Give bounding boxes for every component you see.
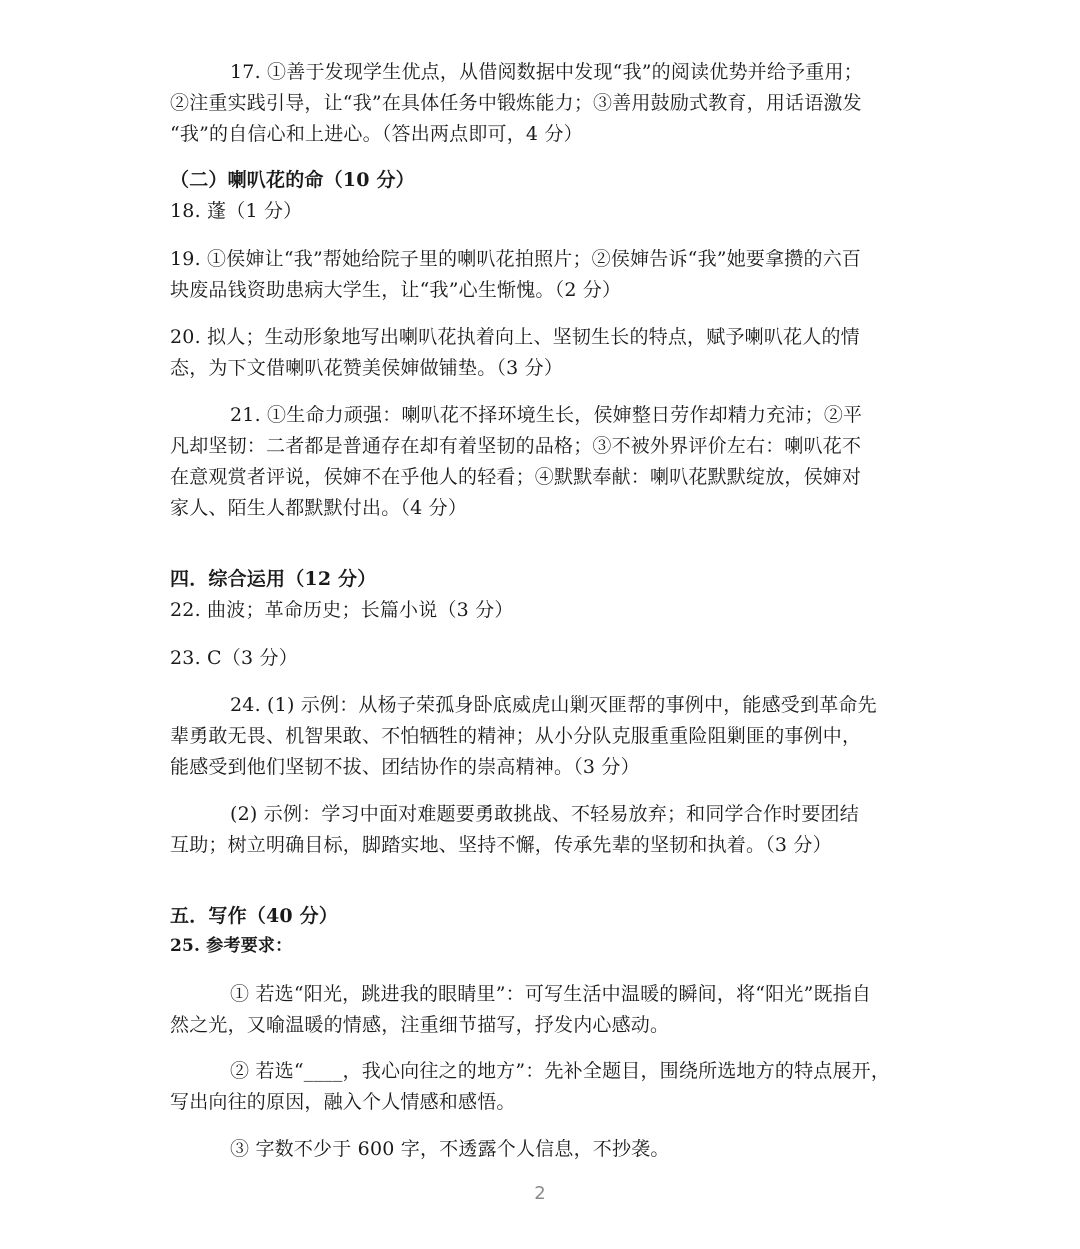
answer-17-line-2: ②注重实践引导，让“我”在具体任务中锻炼能力；③善用鼓励式教育，用话语激发 (170, 92, 862, 114)
answer-24-1-line-1: 24. (1) 示例：从杨子荣孤身卧底威虎山剿灭匪帮的事例中，能感受到革命先 (230, 694, 877, 716)
answer-19 (170, 244, 920, 306)
answer-17 (170, 57, 920, 150)
answer-25-item-3 (170, 1134, 920, 1165)
answer-22-text: 22. 曲波；革命历史；长篇小说（3 分） (170, 599, 514, 621)
answer-19-line-1: 19. ①侯婶让“我”帮她给院子里的喇叭花拍照片；②侯婶告诉“我”她要拿攒的六百 (170, 248, 862, 270)
answer-25-1-line-2: 然之光，又喻温暖的情感，注重细节描写，抒发内心感动。 (170, 1014, 670, 1036)
section-5-heading (170, 901, 920, 932)
answer-25-item-1 (170, 979, 920, 1041)
answer-23 (170, 643, 920, 674)
section-5-title: 五．写作（40 分） (170, 905, 339, 927)
answer-21-line-2: 凡却坚韧：二者都是普通存在却有着坚韧的品格；③不被外界评价左右：喇叭花不 (170, 435, 862, 457)
answer-21 (170, 400, 920, 524)
answer-22 (170, 595, 920, 626)
answer-25-3-text: ③ 字数不少于 600 字，不透露个人信息，不抄袭。 (230, 1138, 670, 1160)
answer-21-line-3: 在意观赏者评说，侯婶不在乎他人的轻看；④默默奉献：喇叭花默默绽放，侯婶对 (170, 466, 862, 488)
answer-20-line-1: 20. 拟人；生动形象地写出喇叭花执着向上、坚韧生长的特点，赋予喇叭花人的情 (170, 326, 860, 348)
section-2-title: （二）喇叭花的命（10 分） (170, 169, 415, 191)
answer-25-2-line-2: 写出向往的原因，融入个人情感和感悟。 (170, 1091, 516, 1113)
answer-18 (170, 196, 920, 227)
answer-24-part-1 (170, 690, 920, 783)
answer-24-1-line-2: 辈勇敢无畏、机智果敢、不怕牺牲的精神；从小分队克服重重险阻剿匪的事例中， (170, 725, 862, 747)
page-number: 2 (534, 1183, 546, 1204)
answer-19-line-2: 块废品钱资助患病大学生，让“我”心生惭愧。（2 分） (170, 279, 622, 301)
answer-18-text: 18. 蓬（1 分） (170, 200, 303, 222)
answer-25-heading (170, 931, 920, 962)
answer-25-item-2 (170, 1056, 920, 1118)
answer-24-2-line-1: (2) 示例：学习中面对难题要勇敢挑战、不轻易放弃；和同学合作时要团结 (230, 803, 859, 825)
answer-20-line-2: 态，为下文借喇叭花赞美侯婶做铺垫。（3 分） (170, 357, 564, 379)
answer-21-line-4: 家人、陌生人都默默付出。（4 分） (170, 497, 468, 519)
section-4-heading (170, 564, 920, 595)
answer-21-line-1: 21. ①生命力顽强：喇叭花不择环境生长，侯婶整日劳作却精力充沛；②平 (230, 404, 863, 426)
answer-24-2-line-2: 互助；树立明确目标，脚踏实地、坚持不懈，传承先辈的坚韧和执着。（3 分） (170, 834, 832, 856)
answer-25-1-line-1: ① 若选“阳光，跳进我的眼睛里”：可写生活中温暖的瞬间，将“阳光”既指自 (230, 983, 872, 1005)
answer-24-part-2 (170, 799, 920, 861)
answer-23-text: 23. C（3 分） (170, 647, 298, 669)
answer-17-line-3: “我”的自信心和上进心。（答出两点即可，4 分） (170, 123, 583, 145)
answer-25-title: 25. 参考要求： (170, 936, 293, 956)
section-2-heading (170, 165, 920, 196)
answer-25-2-line-1: ② 若选“____，我心向往之的地方”：先补全题目，围绕所选地方的特点展开， (230, 1060, 891, 1082)
answer-20 (170, 322, 920, 384)
answer-24-1-line-3: 能感受到他们坚韧不拔、团结协作的崇高精神。（3 分） (170, 756, 640, 778)
answer-17-line-1: 17. ①善于发现学生优点，从借阅数据中发现“我”的阅读优势并给予重用； (230, 61, 863, 83)
section-4-title: 四．综合运用（12 分） (170, 568, 377, 590)
